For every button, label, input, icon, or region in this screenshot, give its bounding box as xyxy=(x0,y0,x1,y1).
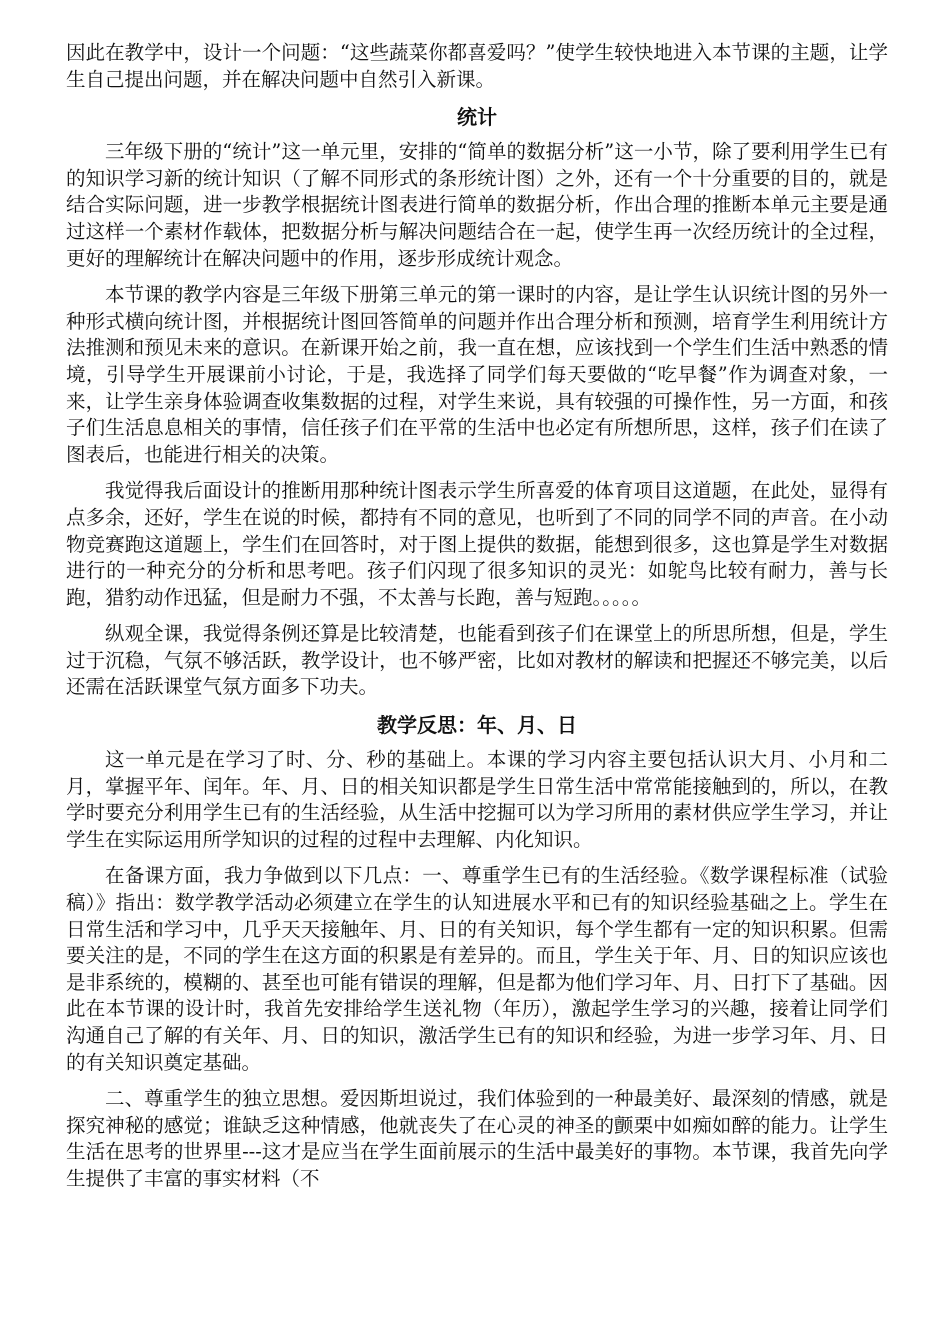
section-heading-year-month-day: 教学反思：年、月、日 xyxy=(377,713,577,738)
body-paragraph: 本节课的教学内容是三年级下册第三单元的第一课时的内容，是让学生认识统计图的另外一种形式横向统计图，并根据统计图回答简单的问题并作出合理分析和预测，培育学生利用统计方法推测和预见未来的意识。在新课开始之前，我一直在想，应该找到一个学生们生活中熟悉的情境，引导学生开展课前小讨论，于是，我选择了同学们每天要做的“吃早餐”作为调查对象，一来，让学生亲身体验调查收集数据的过程，对学生来说，具有较强的可操作性，另一方面，和孩子们生活息息相关的事情，信任孩子们在平常的生活中也必定有所想所思，这样，孩子们在读了图表后，也能进行相关的决策。 xyxy=(66,283,888,466)
body-paragraph: 纵观全课，我觉得条例还算是比较清楚，也能看到孩子们在课堂上的所思所想，但是，学生过于沉稳，气氛不够活跃，教学设计，也不够严密，比如对教材的解读和把握还不够完美，以后还需在活跃课堂气氛方面多下功夫。 xyxy=(66,622,888,699)
body-paragraph: 这一单元是在学习了时、分、秒的基础上。本课的学习内容主要包括认识大月、小月和二月，掌握平年、闰年。年、月、日的相关知识都是学生日常生活中常常能接触到的，所以，在教学时要充分利用学生已有的生活经验，从生活中挖掘可以为学习所用的素材供应学生学习，并让学生在实际运用所学知识的过程的过程中去理解、内化知识。 xyxy=(66,748,888,851)
body-paragraph: 在备课方面，我力争做到以下几点：一、尊重学生已有的生活经验。《数学课程标准（试验稿）》指出：数学教学活动必须建立在学生的认知进展水平和已有的知识经验基础之上。学生在日常生活和学习中，几乎天天接触年、月、日的有关知识，每个学生都有一定的知识积累。但需要关注的是，不同的学生在这方面的积累是有差异的。而且，学生关于年、月、日的知识应该也是非系统的，模糊的、甚至也可能有错误的理解，但是都为他们学习年、月、日打下了基础。因此在本节课的设计时，我首先安排给学生送礼物（年历），激起学生学习的兴趣，接着让同学们沟通自己了解的有关年、月、日的知识，激活学生已有的知识和经验，为进一步学习年、月、日的有关知识奠定基础。 xyxy=(66,864,888,1074)
body-paragraph: 二、尊重学生的独立思想。爱因斯坦说过，我们体验到的一种最美好、最深刻的情感，就是探究神秘的感觉；谁缺乏这种情感，他就丧失了在心灵的神圣的颤栗中如痴如醉的能力。让学生生活在思考的世界里---这才是应当在学生面前展示的生活中最美好的事物。本节课，我首先向学生提供了丰富的事实材料（不 xyxy=(66,1087,888,1190)
body-paragraph: 三年级下册的“统计”这一单元里，安排的“简单的数据分析”这一小节，除了要利用学生已有的知识学习新的统计知识（了解不同形式的条形统计图）之外，还有一个十分重要的目的，就是结合实际问题，进一步教学根据统计图表进行简单的数据分析，作出合理的推断本单元主要是通过这样一个素材作载体，把数据分析与解决问题结合在一起，使学生再一次经历统计的全过程，更好的理解统计在解决问题中的作用，逐步形成统计观念。 xyxy=(66,140,888,270)
section-heading-statistics: 统计 xyxy=(457,105,497,130)
body-paragraph: 我觉得我后面设计的推断用那种统计图表示学生所喜爱的体育项目这道题，在此处，显得有点多余，还好，学生在说的时候，都持有不同的意见，也听到了不同的同学不同的声音。在小动物竞赛跑这道题上，学生们在回答时，对于图上提供的数据，能想到很多，这也算是学生对数据进行的一种充分的分析和思考吧。孩子们闪现了很多知识的灵光：如鸵鸟比较有耐力，善与长跑，猎豹动作迅猛，但是耐力不强，不太善与长跑，善与短跑。。。。。 xyxy=(66,479,888,609)
intro-paragraph: 因此在教学中，设计一个问题：“这些蔬菜你都喜爱吗？”使学生较快地进入本节课的主题，让学生自己提出问题，并在解决问题中自然引入新课。 xyxy=(66,41,888,91)
